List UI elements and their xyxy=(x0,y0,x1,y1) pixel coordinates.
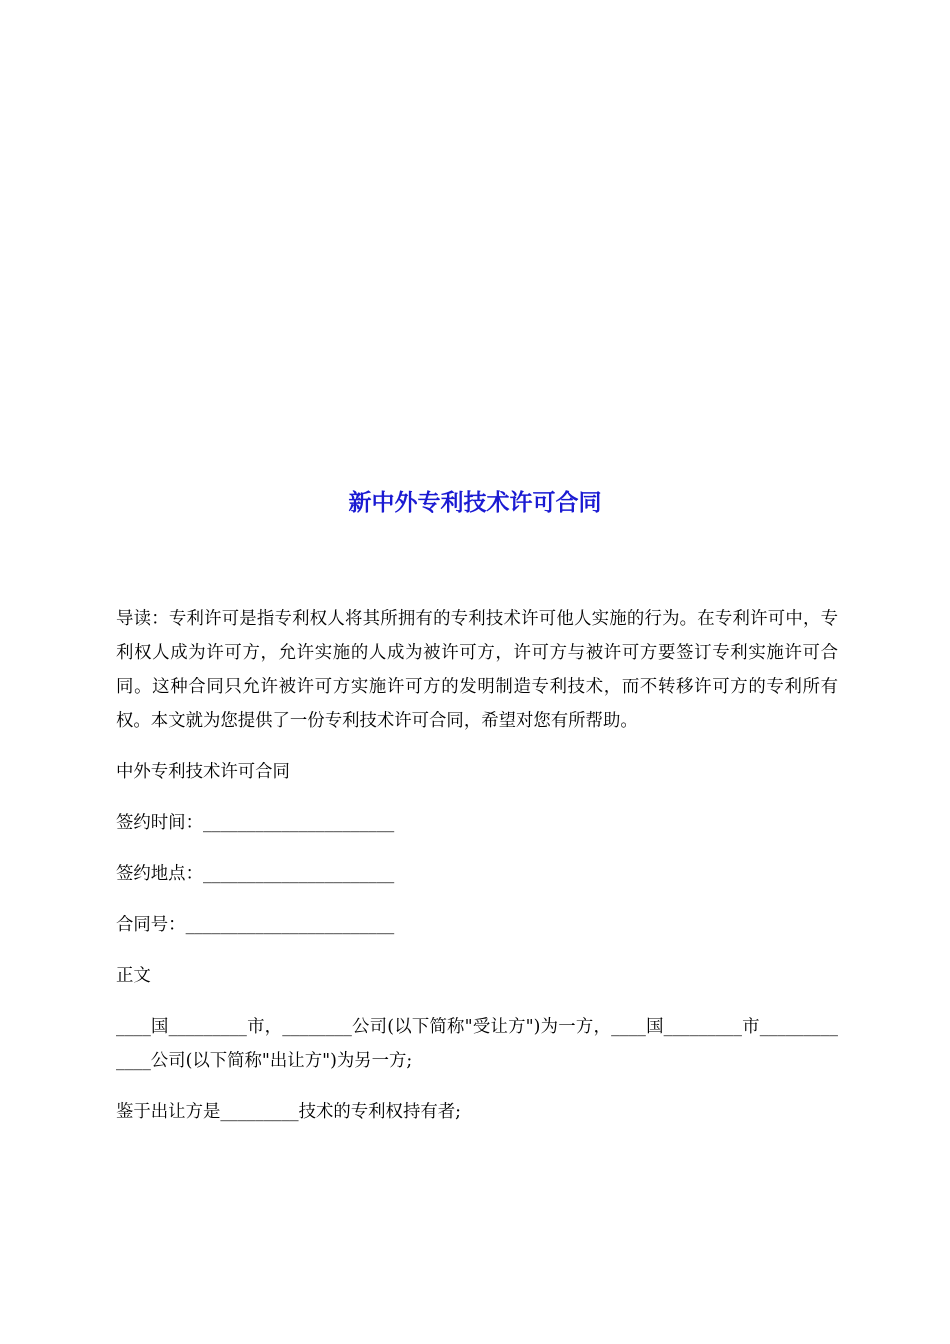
contract-number-line: 合同号：________________________ xyxy=(116,915,395,935)
intro-paragraph: 导读：专利许可是指专利权人将其所拥有的专利技术许可他人实施的行为。在专利许可中，专利权人成为许可方，允许实施的人成为被许可方，许可方与被许可方要签订专利实施许可合同。这种合同只允许被许可方实施许可方的发明制造专利技术，而不转移许可方的专利所有权。本文就为您提供了一份专利技术许可合同，希望对您有所帮助。 xyxy=(116,609,838,731)
sign-place-line: 签约地点：______________________ xyxy=(116,864,395,884)
document-title: 新中外专利技术许可合同 xyxy=(348,489,602,516)
body-heading: 正文 xyxy=(116,966,151,986)
sign-time-line: 签约时间：______________________ xyxy=(116,813,395,833)
parties-paragraph: ____国_________市，________公司(以下简称"受让方")为一方，____国_________市_____________公司(以下简称"出让方")为另一方; xyxy=(116,1017,838,1071)
contract-name: 中外专利技术许可合同 xyxy=(116,762,290,782)
document-body xyxy=(116,602,838,1146)
whereas-paragraph: 鉴于出让方是_________技术的专利权持有者; xyxy=(116,1102,461,1122)
